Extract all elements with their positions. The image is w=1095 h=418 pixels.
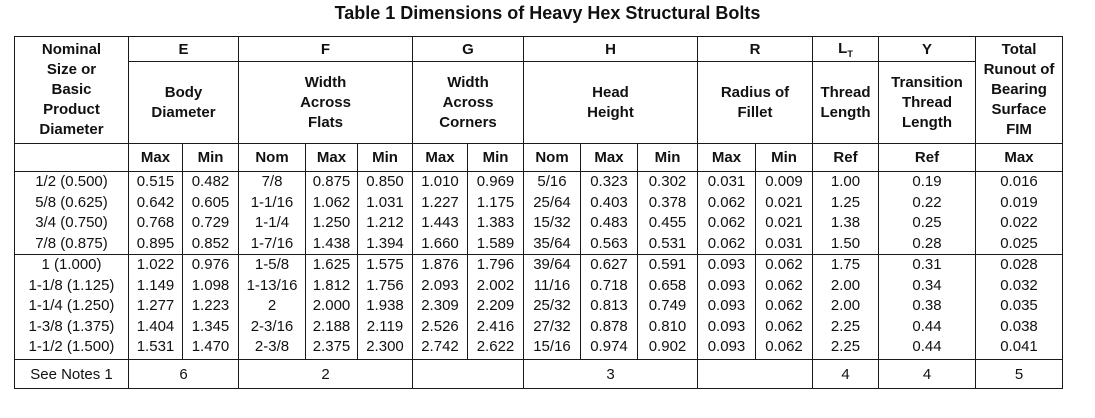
- col-letter-f: F: [239, 37, 413, 62]
- table-row-group-2: [15, 255, 1063, 360]
- notes-g: [413, 360, 524, 389]
- data-cell: 0.302 0.378 0.455 0.531: [638, 172, 698, 255]
- head-height-header: Head Height: [524, 62, 698, 144]
- data-cell: 1.876 2.093 2.309 2.526 2.742: [413, 255, 468, 360]
- notes-total: 5: [976, 360, 1063, 389]
- data-cell: 0.016 0.019 0.022 0.025: [976, 172, 1063, 255]
- thread-length-header: Thread Length: [813, 62, 879, 144]
- data-cell: 0.31 0.34 0.38 0.44 0.44: [879, 255, 976, 360]
- data-cell: 1.75 2.00 2.00 2.25 2.25: [813, 255, 879, 360]
- data-cell: 0.976 1.098 1.223 1.345 1.470: [183, 255, 239, 360]
- col-letter-g: G: [413, 37, 524, 62]
- notes-y: 4: [879, 360, 976, 389]
- table-row-group-1: [15, 172, 1063, 255]
- col-letter-lt: $L_T$: [813, 37, 879, 62]
- data-cell: 39/64 11/16 25/32 27/32 15/16: [524, 255, 581, 360]
- data-cell: 0.062 0.062 0.062 0.062 0.062: [756, 255, 813, 360]
- sub-header-cell: Nom: [239, 144, 306, 172]
- bolt-dimensions-table: [14, 36, 1063, 389]
- nominal-size-cell: 1 (1.000) 1-1/8 (1.125) 1-1/4 (1.250) 1-3/8 (1.375) 1-1/2 (1.500): [15, 255, 129, 360]
- data-cell: 1.625 1.812 2.000 2.188 2.375: [306, 255, 358, 360]
- data-cell: 0.028 0.032 0.035 0.038 0.041: [976, 255, 1063, 360]
- data-cell: 7/8 1-1/16 1-1/4 1-7/16: [239, 172, 306, 255]
- notes-lt: 4: [813, 360, 879, 389]
- transition-thread-length-header: Transition Thread Length: [879, 62, 976, 144]
- col-letter-r: R: [698, 37, 813, 62]
- sub-header-cell: Min: [183, 144, 239, 172]
- col-letter-h: H: [524, 37, 698, 62]
- data-cell: 1.575 1.756 1.938 2.119 2.300: [358, 255, 413, 360]
- col-letter-e: E: [129, 37, 239, 62]
- data-cell: 1-5/8 1-13/16 2 2-3/16 2-3/8: [239, 255, 306, 360]
- data-cell: 0.031 0.062 0.062 0.062: [698, 172, 756, 255]
- data-cell: 0.515 0.642 0.768 0.895: [129, 172, 183, 255]
- notes-row: [15, 360, 1063, 389]
- sub-header-cell: Ref: [879, 144, 976, 172]
- notes-e: 6: [129, 360, 239, 389]
- width-across-flats-header: Width Across Flats: [239, 62, 413, 144]
- body-diameter-header: Body Diameter: [129, 62, 239, 144]
- notes-label: See Notes 1: [15, 360, 129, 389]
- data-cell: 0.19 0.22 0.25 0.28: [879, 172, 976, 255]
- sub-header-cell: Max: [976, 144, 1063, 172]
- data-cell: 0.969 1.175 1.383 1.589: [468, 172, 524, 255]
- notes-h: 3: [524, 360, 698, 389]
- nominal-size-header: Nominal Size or Basic Product Diameter: [15, 37, 129, 144]
- data-cell: 1.010 1.227 1.443 1.660: [413, 172, 468, 255]
- sub-header-cell: Max: [306, 144, 358, 172]
- notes-r: [698, 360, 813, 389]
- data-cell: 1.022 1.149 1.277 1.404 1.531: [129, 255, 183, 360]
- notes-f: 2: [239, 360, 413, 389]
- data-cell: 0.627 0.718 0.813 0.878 0.974: [581, 255, 638, 360]
- sub-header-cell: Min: [358, 144, 413, 172]
- sub-header-cell: Max: [581, 144, 638, 172]
- table-title: Table 1 Dimensions of Heavy Hex Structural Bolts: [334, 3, 761, 23]
- sub-header-cell: Nom: [524, 144, 581, 172]
- nominal-size-cell: 1/2 (0.500) 5/8 (0.625) 3/4 (0.750) 7/8 (0.875): [15, 172, 129, 255]
- data-cell: 1.00 1.25 1.38 1.50: [813, 172, 879, 255]
- sub-header-cell: Max: [413, 144, 468, 172]
- sub-header-cell: Max: [129, 144, 183, 172]
- sub-header-cell: Min: [756, 144, 813, 172]
- sub-header-cell: Min: [468, 144, 524, 172]
- sub-header-cell: Min: [638, 144, 698, 172]
- sub-header-cell: Max: [698, 144, 756, 172]
- sub-header-cell: Ref: [813, 144, 879, 172]
- data-cell: 0.009 0.021 0.021 0.031: [756, 172, 813, 255]
- data-cell: 0.591 0.658 0.749 0.810 0.902: [638, 255, 698, 360]
- col-total-runout: Total Runout of Bearing Surface FIM: [976, 37, 1063, 144]
- data-cell: 1.796 2.002 2.209 2.416 2.622: [468, 255, 524, 360]
- data-cell: 0.875 1.062 1.250 1.438: [306, 172, 358, 255]
- data-cell: 0.482 0.605 0.729 0.852: [183, 172, 239, 255]
- data-cell: 5/16 25/64 15/32 35/64: [524, 172, 581, 255]
- data-cell: 0.093 0.093 0.093 0.093 0.093: [698, 255, 756, 360]
- col-letter-y: Y: [879, 37, 976, 62]
- radius-of-fillet-header: Radius of Fillet: [698, 62, 813, 144]
- data-cell: 0.323 0.403 0.483 0.563: [581, 172, 638, 255]
- sub-header-nominal-spacer: [15, 144, 129, 172]
- width-across-corners-header: Width Across Corners: [413, 62, 524, 144]
- data-cell: 0.850 1.031 1.212 1.394: [358, 172, 413, 255]
